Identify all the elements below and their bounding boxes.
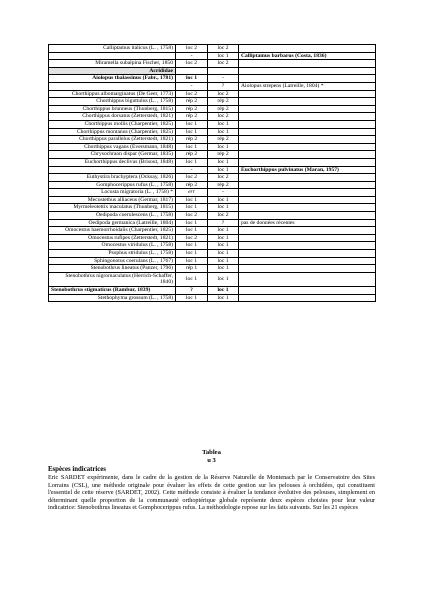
cell-col4 xyxy=(239,181,376,189)
cell-col2: - xyxy=(176,82,208,90)
cell-col2: rép 2 xyxy=(176,105,208,113)
cell-col4 xyxy=(239,294,376,302)
cell-col3: loc 2 xyxy=(208,212,239,220)
table-row xyxy=(49,128,376,136)
cell-col2: loc 1 xyxy=(176,143,208,151)
cell-col2: rép 2 xyxy=(176,151,208,159)
cell-col3: loc 1 xyxy=(208,272,239,286)
cell-col3: loc 1 xyxy=(208,166,239,174)
cell-col4 xyxy=(239,113,376,121)
cell-col4 xyxy=(239,265,376,273)
cell-col1: Chorthippus parallelus (Zetterstedt, 1821) xyxy=(49,136,176,144)
cell-col3: loc 2 xyxy=(208,45,239,53)
cell-col4 xyxy=(239,158,376,166)
table-row xyxy=(49,143,376,151)
cell-col3: loc 1 xyxy=(208,257,239,265)
table-row xyxy=(49,52,376,60)
cell-col1: Mecostethus alliaceus (Germar, 1817) xyxy=(49,196,176,204)
species-table-body xyxy=(49,45,376,302)
cell-col1 xyxy=(49,82,176,90)
cell-col4 xyxy=(239,98,376,106)
cell-col2: err xyxy=(176,189,208,197)
cell-col4 xyxy=(239,234,376,242)
cell-col1: Locusta migratoria (L. , 1758) * xyxy=(49,189,176,197)
cell-col4 xyxy=(239,120,376,128)
cell-col4 xyxy=(239,151,376,159)
table-row xyxy=(49,120,376,128)
cell-col4 xyxy=(239,143,376,151)
cell-col4 xyxy=(239,272,376,286)
cell-col3: loc 1 xyxy=(208,227,239,235)
table-row xyxy=(49,204,376,212)
table-row xyxy=(49,227,376,235)
section-paragraph: Eric SARDET expérimente, dans le cadre de la gestion de la Réserve Naturelle de Montenach par le Conservatoire des Sites Lorrains (CSL), une méthode originale pour évaluer les effets de cette gestion sur les pelouses à orchidées, qui constituent l'essentiel de cette réserve (SARDET, 2002). Cette méthode consiste à évaluer la tendance évolutive des pelouses, simplement en déterminant quelle proportion de la communauté orthoptérique globale représente deux espèces choisies pour leur valeur indicatrice: Stenobothrus lineatus et Gomphocerippus rufus. La méthodologie repose sur les faits suivants. Sur les 21 espèces xyxy=(48,474,375,512)
cell-col2 xyxy=(176,67,208,75)
table-row xyxy=(49,250,376,258)
cell-col1: Gomphocerippus rufus (L. , 1758) xyxy=(49,181,176,189)
table-row xyxy=(49,151,376,159)
cell-col3: loc 1 xyxy=(208,242,239,250)
table-row xyxy=(49,90,376,98)
table-row xyxy=(49,257,376,265)
table-row xyxy=(49,212,376,220)
table-row xyxy=(49,265,376,273)
cell-col4 xyxy=(239,189,376,197)
table-row xyxy=(49,158,376,166)
cell-col3: loc 1 xyxy=(208,294,239,302)
cell-col3: - xyxy=(208,75,239,83)
cell-col4 xyxy=(239,257,376,265)
table-row xyxy=(49,113,376,121)
cell-col1: Calliptamus italicus (L. , 1758) xyxy=(49,45,176,53)
table-row xyxy=(49,174,376,182)
cell-col2: rép 2 xyxy=(176,136,208,144)
cell-col4: Euchorthippus pulvinatus (Maran, 1957) xyxy=(239,166,376,174)
cell-col1: Omocestus rufipes (Zetterstedt, 1821) xyxy=(49,234,176,242)
cell-col2: loc 2 xyxy=(176,90,208,98)
cell-col2: loc 1 xyxy=(176,294,208,302)
cell-col2: loc 1 xyxy=(176,250,208,258)
cell-col2: loc 1 xyxy=(176,242,208,250)
cell-col4 xyxy=(239,128,376,136)
cell-col1: Miramella subalpina Fischer, 1850 xyxy=(49,60,176,68)
cell-col2: loc 1 xyxy=(176,120,208,128)
cell-col2: rép 2 xyxy=(176,113,208,121)
cell-col4 xyxy=(239,105,376,113)
cell-col3: loc 1 xyxy=(208,250,239,258)
cell-col3: loc 1 xyxy=(208,196,239,204)
cell-col1: Chorthippus albomarginatus (De Geer, 1773) xyxy=(49,90,176,98)
table-row xyxy=(49,82,376,90)
cell-col1: Acrididae xyxy=(49,67,176,75)
table-row xyxy=(49,287,376,295)
cell-col2: loc 1 xyxy=(176,75,208,83)
cell-col3: loc 1 xyxy=(208,204,239,212)
table-row xyxy=(49,181,376,189)
cell-col1: Myrmeleotettix maculatus (Thunberg, 1815) xyxy=(49,204,176,212)
cell-col3: rép 2 xyxy=(208,136,239,144)
cell-col4 xyxy=(239,136,376,144)
cell-col4 xyxy=(239,250,376,258)
cell-col4 xyxy=(239,174,376,182)
cell-col1: Omocestus haemorrhoidalis (Charpentier, 1825) xyxy=(49,227,176,235)
cell-col2: loc 2 xyxy=(176,45,208,53)
cell-col2: ? xyxy=(176,287,208,295)
table-row xyxy=(49,189,376,197)
table-row xyxy=(49,45,376,53)
cell-col2: loc 2 xyxy=(176,212,208,220)
species-table xyxy=(48,44,376,302)
cell-col4 xyxy=(239,67,376,75)
cell-col3: loc 2 xyxy=(208,174,239,182)
cell-col1: Chorthippus vagans (Eversmann, 1848) xyxy=(49,143,176,151)
table-row xyxy=(49,242,376,250)
cell-col1: Chorthippus brunneus (Thunberg, 1815) xyxy=(49,105,176,113)
cell-col3: loc 1 xyxy=(208,265,239,273)
section-title: Espèces indicatrices xyxy=(48,466,106,473)
cell-col4: Aiolopus strepens (Latreille, 1804) * xyxy=(239,82,376,90)
cell-col1: Aiolopus thalassinus (Fabr., 1781) xyxy=(49,75,176,83)
table-row xyxy=(49,105,376,113)
cell-col3: ? xyxy=(208,219,239,227)
cell-col2: loc 2 xyxy=(176,60,208,68)
table-caption-line2: u 3 xyxy=(207,457,216,464)
cell-col2: rép 2 xyxy=(176,181,208,189)
table-row xyxy=(49,294,376,302)
cell-col1: Stethophyma grossum (L. , 1758) xyxy=(49,294,176,302)
cell-col4 xyxy=(239,242,376,250)
cell-col3: loc 2 xyxy=(208,60,239,68)
cell-col4 xyxy=(239,90,376,98)
cell-col4 xyxy=(239,212,376,220)
cell-col2: loc 1 xyxy=(176,227,208,235)
cell-col4 xyxy=(239,227,376,235)
cell-col1: Stenobothrus nigromaculatus (Herrich-Schaffer, 1840) xyxy=(49,272,176,286)
table-row xyxy=(49,136,376,144)
cell-col2: loc 1 xyxy=(176,257,208,265)
cell-col1: Chorthippus dorsatus (Zetterstedt, 1821) xyxy=(49,113,176,121)
cell-col1: Euthystira brachyptera (Ocksay, 1826) xyxy=(49,174,176,182)
cell-col2: loc 1 xyxy=(176,204,208,212)
table-row xyxy=(49,166,376,174)
cell-col1: Chorthippus biguttulus (L. , 1758) xyxy=(49,98,176,106)
cell-col3: loc 2 xyxy=(208,90,239,98)
cell-col1: Stenobothrus lineatus (Panzer, 1796) xyxy=(49,265,176,273)
table-caption-line1: Tablea xyxy=(202,449,221,456)
cell-col1: Sphingonotus coerulans (L. , 1767) xyxy=(49,257,176,265)
cell-col4 xyxy=(239,60,376,68)
cell-col2: loc 2 xyxy=(176,174,208,182)
table-row xyxy=(49,98,376,106)
cell-col1: Oedipoda germanica (Latreille, 1804) xyxy=(49,219,176,227)
cell-col4 xyxy=(239,75,376,83)
table-row xyxy=(49,219,376,227)
cell-col2: - xyxy=(176,166,208,174)
cell-col1: Chrysochraon dispar (Germar, 1835) xyxy=(49,151,176,159)
cell-col1: Oedipoda coerulescens (L. , 1758) xyxy=(49,212,176,220)
cell-col3: - xyxy=(208,189,239,197)
table-row xyxy=(49,67,376,75)
cell-col3: loc 1 xyxy=(208,287,239,295)
cell-col4 xyxy=(239,287,376,295)
cell-col3 xyxy=(208,67,239,75)
cell-col3: ? xyxy=(208,82,239,90)
cell-col2: loc 2 xyxy=(176,234,208,242)
cell-col1 xyxy=(49,166,176,174)
cell-col3: rép 2 xyxy=(208,151,239,159)
cell-col2: rép 1 xyxy=(176,265,208,273)
cell-col2: loc 1 xyxy=(176,128,208,136)
cell-col1: Psophus stridulus (L. , 1758) xyxy=(49,250,176,258)
table-row xyxy=(49,196,376,204)
cell-col1: Euchorthippus declivus (Brisout, 1848) xyxy=(49,158,176,166)
cell-col4 xyxy=(239,45,376,53)
cell-col1: Stenobothrus stigmaticus (Rambur, 1839) xyxy=(49,287,176,295)
cell-col3: loc 1 xyxy=(208,234,239,242)
cell-col2: loc 1 xyxy=(176,219,208,227)
cell-col2: loc 1 xyxy=(176,158,208,166)
table-row xyxy=(49,234,376,242)
table-row xyxy=(49,60,376,68)
cell-col1: Chorthippus montanus (Charpentier, 1825) xyxy=(49,128,176,136)
cell-col1: Omocestus viridulus (L. , 1758) xyxy=(49,242,176,250)
cell-col2: rép 2 xyxy=(176,98,208,106)
cell-col4 xyxy=(239,204,376,212)
cell-col3: loc 1 xyxy=(208,120,239,128)
cell-col2: - xyxy=(176,52,208,60)
cell-col3: loc 1 xyxy=(208,128,239,136)
table-row xyxy=(49,75,376,83)
cell-col2: loc 1 xyxy=(176,272,208,286)
cell-col4: Calliptamus barbarus (Costa, 1836) xyxy=(239,52,376,60)
cell-col3: loc 1 xyxy=(208,143,239,151)
cell-col4: pas de données récentes xyxy=(239,219,376,227)
cell-col1: Chorthippus mollis (Charpentier, 1825) xyxy=(49,120,176,128)
cell-col3: loc 1 xyxy=(208,158,239,166)
cell-col3: rép 2 xyxy=(208,181,239,189)
cell-col4 xyxy=(239,196,376,204)
table-row xyxy=(49,272,376,286)
cell-col3: loc 2 xyxy=(208,113,239,121)
cell-col3: rép 2 xyxy=(208,98,239,106)
cell-col3: rép 2 xyxy=(208,105,239,113)
cell-col2: loc 1 xyxy=(176,196,208,204)
cell-col3: loc 1 xyxy=(208,52,239,60)
cell-col1 xyxy=(49,52,176,60)
